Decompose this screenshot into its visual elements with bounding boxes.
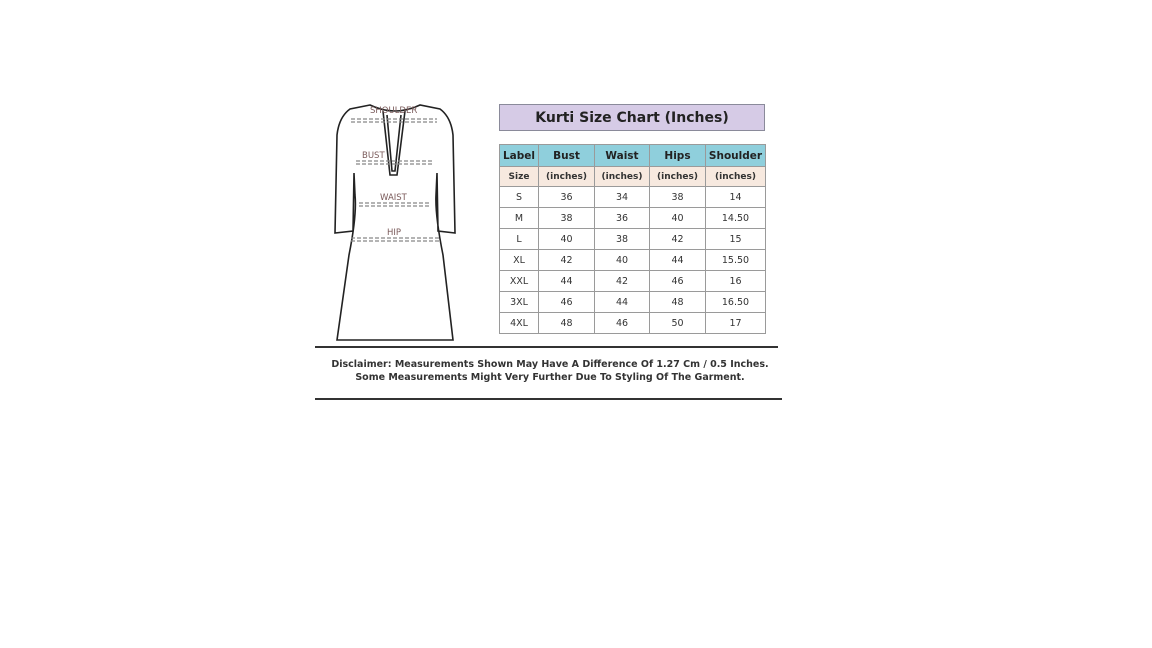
table-cell: 42 <box>650 229 706 250</box>
table-cell: 42 <box>539 250 595 271</box>
table-cell: 15.50 <box>706 250 766 271</box>
table-cell: (inches) <box>706 167 766 187</box>
table-cell: 44 <box>650 250 706 271</box>
divider-bottom <box>315 398 782 400</box>
table-cell: 46 <box>595 313 650 334</box>
table-cell: XXL <box>500 271 539 292</box>
table-cell: 14.50 <box>706 208 766 229</box>
size-chart-table <box>499 144 766 334</box>
placket <box>383 111 405 175</box>
table-cell: 44 <box>595 292 650 313</box>
hip-label: HIP <box>387 228 402 238</box>
table-cell: 16.50 <box>706 292 766 313</box>
table-cell: Hips <box>650 145 706 167</box>
table-cell: 36 <box>595 208 650 229</box>
table-cell: (inches) <box>539 167 595 187</box>
table-cell: 3XL <box>500 292 539 313</box>
table-cell: 38 <box>650 187 706 208</box>
table-cell: M <box>500 208 539 229</box>
disclaimer-line-2: Some Measurements Might Very Further Due To Styling Of The Garment. <box>355 372 745 383</box>
table-cell: S <box>500 187 539 208</box>
table-cell: 46 <box>539 292 595 313</box>
table-cell: 34 <box>595 187 650 208</box>
table-cell: 4XL <box>500 313 539 334</box>
dress-outline <box>335 105 455 340</box>
units-row <box>500 167 766 187</box>
table-row <box>500 292 766 313</box>
disclaimer <box>315 358 785 384</box>
table-cell: 48 <box>650 292 706 313</box>
table-cell: 40 <box>595 250 650 271</box>
table-cell: 16 <box>706 271 766 292</box>
shoulder-label: SHOULDER <box>370 106 418 116</box>
table-cell: 36 <box>539 187 595 208</box>
table-cell: 44 <box>539 271 595 292</box>
table-cell: 38 <box>595 229 650 250</box>
table-cell: Waist <box>595 145 650 167</box>
table-row <box>500 313 766 334</box>
bust-label: BUST <box>362 151 385 161</box>
table-cell: Bust <box>539 145 595 167</box>
table-cell: L <box>500 229 539 250</box>
table-cell: (inches) <box>595 167 650 187</box>
table-cell: Size <box>500 167 539 187</box>
table-cell: 40 <box>539 229 595 250</box>
table-row <box>500 208 766 229</box>
table-cell: 17 <box>706 313 766 334</box>
table-cell: 46 <box>650 271 706 292</box>
table-cell: XL <box>500 250 539 271</box>
size-chart-title: Kurti Size Chart (Inches) <box>499 104 765 131</box>
table-cell: 40 <box>650 208 706 229</box>
table-cell: Shoulder <box>706 145 766 167</box>
waist-label: WAIST <box>380 193 407 203</box>
table-cell: 48 <box>539 313 595 334</box>
table-cell: (inches) <box>650 167 706 187</box>
header-row <box>500 145 766 167</box>
table-row <box>500 250 766 271</box>
table-cell: 38 <box>539 208 595 229</box>
divider-top <box>315 346 778 348</box>
kurti-diagram <box>325 95 465 345</box>
table-cell: 15 <box>706 229 766 250</box>
table-row <box>500 271 766 292</box>
table-row <box>500 187 766 208</box>
table-cell: Label <box>500 145 539 167</box>
table-cell: 50 <box>650 313 706 334</box>
table-row <box>500 229 766 250</box>
disclaimer-line-1: Disclaimer: Measurements Shown May Have A Difference Of 1.27 Cm / 0.5 Inches. <box>331 359 769 370</box>
table-cell: 14 <box>706 187 766 208</box>
table-cell: 42 <box>595 271 650 292</box>
